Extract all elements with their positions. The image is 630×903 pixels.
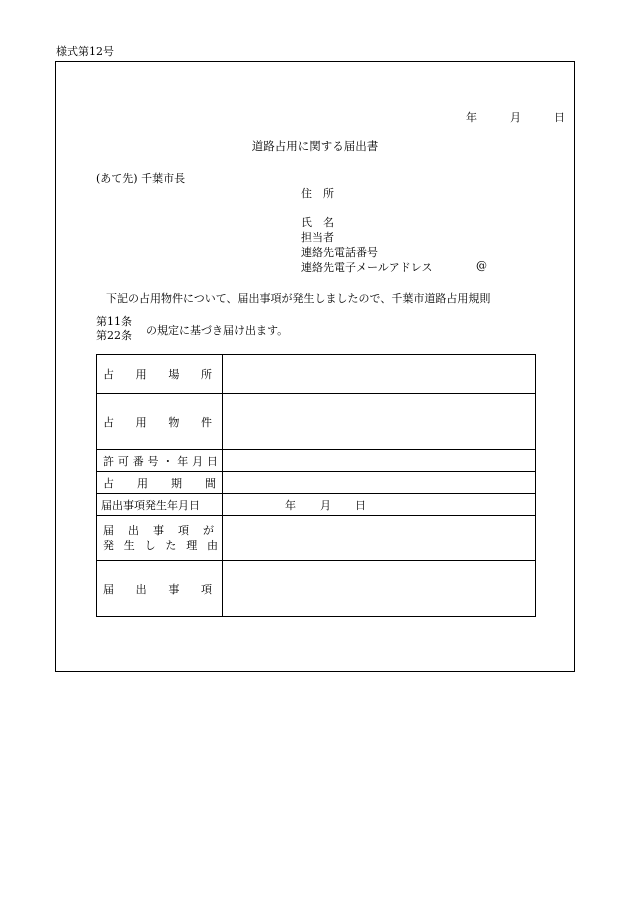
document-title: 道路占用に関する届出書 <box>251 139 379 153</box>
value-occupancy-location[interactable] <box>223 355 536 394</box>
occ-day: 日 <box>355 498 366 512</box>
label-occurrence-date: 届出事項発生年月日 <box>97 494 223 516</box>
article-11: 第11条 <box>96 315 132 328</box>
addressee: (あて先) 千葉市長 <box>96 172 186 185</box>
date-day: 日 <box>554 111 565 124</box>
label-notification-item: 届 出 事 項 <box>97 561 223 617</box>
table-row-period <box>97 472 536 494</box>
date-month: 月 <box>510 111 521 124</box>
notification-table <box>96 354 536 617</box>
occ-year: 年 <box>285 498 296 512</box>
table-row-object <box>97 394 536 450</box>
value-occupancy-object[interactable] <box>223 394 536 450</box>
value-permit-number-date[interactable] <box>223 450 536 472</box>
value-occurrence-date[interactable] <box>223 494 536 516</box>
value-reason[interactable] <box>223 516 536 561</box>
label-reason: 届 出 事 項 が 発 生 し た 理 由 <box>97 516 223 561</box>
article-references <box>96 315 132 343</box>
label-occupancy-period: 占 用 期 間 <box>97 472 223 494</box>
phone-label: 連絡先電話番号 <box>301 246 378 259</box>
label-occupancy-location: 占 用 場 所 <box>97 355 223 394</box>
form-number-label: 様式第12号 <box>56 45 114 58</box>
body-text-line2: の規定に基づき届け出ます。 <box>146 324 289 337</box>
email-label: 連絡先電子メールアドレス <box>301 261 433 274</box>
table-row-occurrence-date <box>97 494 536 516</box>
table-row-permit <box>97 450 536 472</box>
label-occupancy-object: 占 用 物 件 <box>97 394 223 450</box>
value-notification-item[interactable] <box>223 561 536 617</box>
contact-person-label: 担当者 <box>301 231 334 244</box>
address-label: 住 所 <box>301 187 334 200</box>
occ-month: 月 <box>320 498 331 512</box>
email-at-sign: @ <box>476 259 487 272</box>
name-label: 氏 名 <box>301 216 334 229</box>
table-row-reason <box>97 516 536 561</box>
article-22: 第22条 <box>96 329 132 342</box>
label-permit-number-date: 許 可 番 号 ・ 年 月 日 <box>97 450 223 472</box>
value-occupancy-period[interactable] <box>223 472 536 494</box>
body-text-line1: 下記の占用物件について、届出事項が発生しましたので、千葉市道路占用規則 <box>106 292 491 305</box>
table-row-location <box>97 355 536 394</box>
date-year: 年 <box>466 111 477 124</box>
table-row-notification-item <box>97 561 536 617</box>
submission-date <box>466 109 565 125</box>
